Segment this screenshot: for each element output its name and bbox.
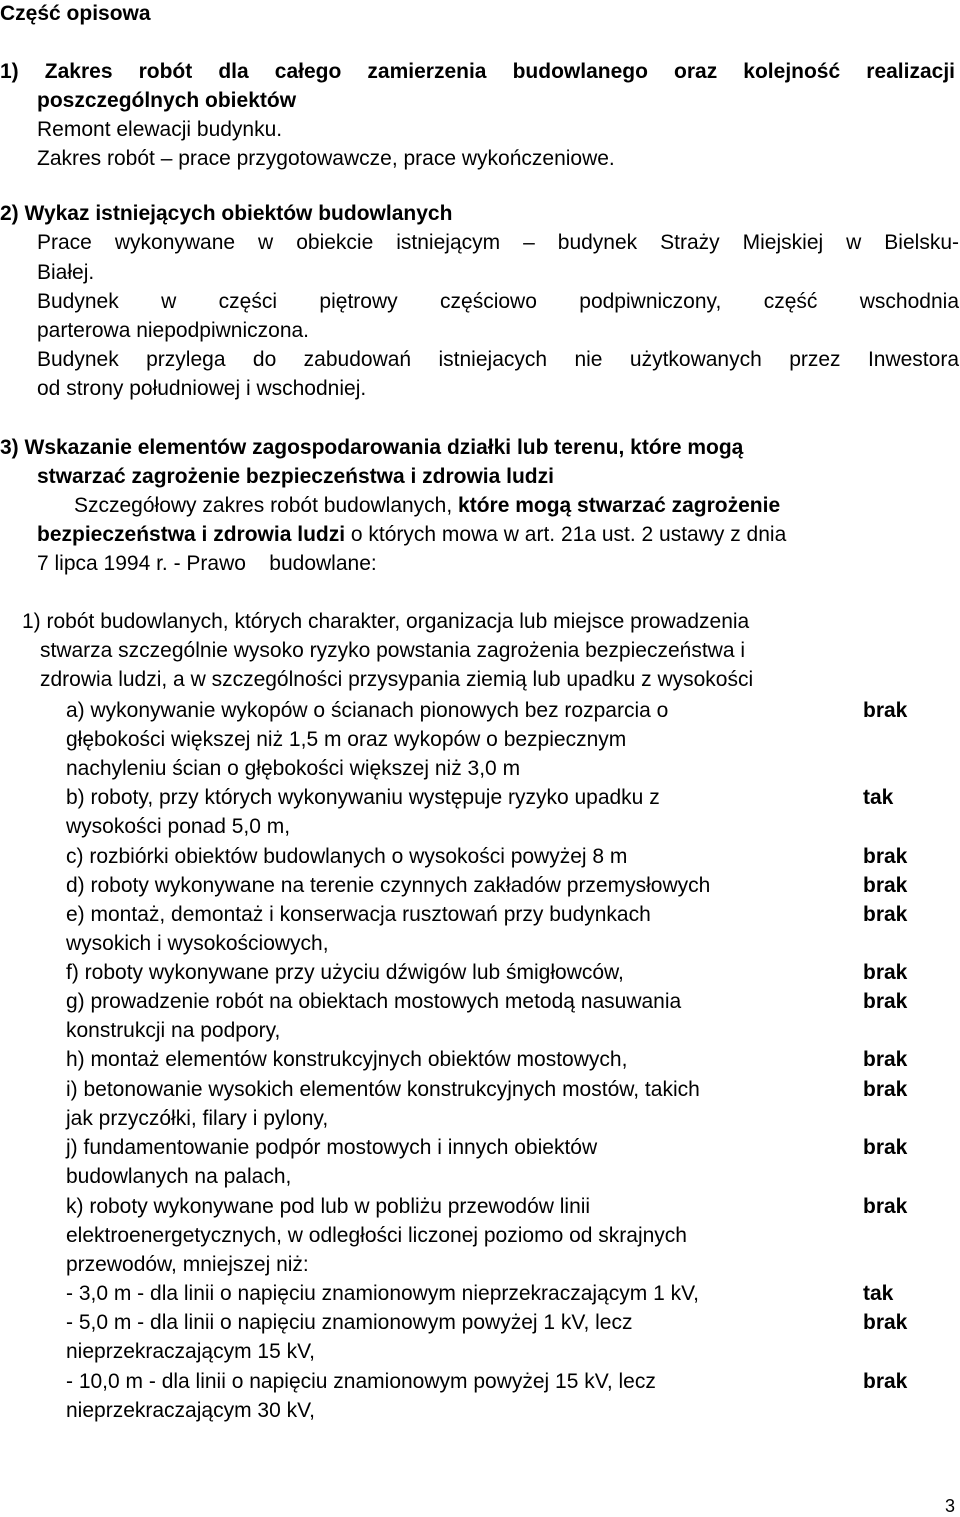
section-2-p2-line1: Budynek w części piętrowy częściowo podpiwniczony, część wschodnia (37, 290, 959, 313)
section-2-heading: 2) Wykaz istniejących obiektów budowlanych (0, 202, 453, 225)
hazard-item-line: nachyleniu ścian o głębokości większej niż 3,0 m (66, 757, 521, 780)
section-3-heading-line1: 3) Wskazanie elementów zagospodarowania działki lub terenu, które mogą (0, 436, 744, 459)
hazard-item-line: nieprzekraczającym 30 kV, (66, 1399, 316, 1422)
hazard-item-line: h) montaż elementów konstrukcyjnych obiektów mostowych, (66, 1048, 628, 1071)
section-2-p1-line2: Białej. (37, 261, 95, 284)
hazard-item-line: k) roboty wykonywane pod lub w pobliżu przewodów linii (66, 1195, 591, 1218)
hazard-item-line: budowlanych na palach, (66, 1165, 292, 1188)
hazard-item-line: g) prowadzenie robót na obiektach mostowych metodą nasuwania (66, 990, 682, 1013)
hazard-status: tak (863, 1282, 894, 1305)
hazard-item-line: nieprzekraczającym 15 kV, (66, 1340, 316, 1363)
hazard-status: brak (863, 1136, 908, 1159)
hazard-status: brak (863, 990, 908, 1013)
page-number: 3 (945, 1496, 956, 1516)
hazard-item-line: e) montaż, demontaż i konserwacja rusztowań przy budynkach (66, 903, 651, 926)
section-1-text-line1: Remont elewacji budynku. (37, 118, 283, 141)
hazard-item-line: - 10,0 m - dla linii o napięciu znamionowym powyżej 15 kV, lecz (66, 1370, 656, 1393)
hazard-item-line: f) roboty wykonywane przy użyciu dźwigów lub śmigłowców, (66, 961, 624, 984)
hazard-item-line: c) rozbiórki obiektów budowlanych o wysokości powyżej 8 m (66, 845, 628, 868)
hazard-item-line: - 3,0 m - dla linii o napięciu znamionowym nieprzekraczającym 1 kV, (66, 1282, 699, 1305)
section-3-intro-line3: 7 lipca 1994 r. - Prawo budowlane: (37, 552, 377, 575)
section-title: Część opisowa (0, 2, 151, 25)
hazard-item-line: jak przyczółki, filary i pylony, (66, 1107, 329, 1130)
hazard-status: brak (863, 1195, 908, 1218)
section-1-heading-line2: poszczególnych obiektów (37, 89, 297, 112)
hazard-item-line: j) fundamentowanie podpór mostowych i innych obiektów (66, 1136, 598, 1159)
section-2-p3-line2: od strony południowej i wschodniej. (37, 377, 367, 400)
hazard-item-line: przewodów, mniejszej niż: (66, 1253, 309, 1276)
hazard-item-line: b) roboty, przy których wykonywaniu występuje ryzyko upadku z (66, 786, 660, 809)
hazard-item-line: wysokich i wysokościowych, (66, 932, 329, 955)
hazard-status: tak (863, 786, 894, 809)
intro-emphasis-2: bezpieczeństwa i zdrowia ludzi (37, 523, 346, 546)
section-3-intro-line1 (74, 495, 780, 516)
hazard-status: brak (863, 1078, 908, 1101)
hazard-item-line: - 5,0 m - dla linii o napięciu znamionowym powyżej 1 kV, lecz (66, 1311, 633, 1334)
list-item-1-line2: stwarza szczególnie wysoko ryzyko powstania zagrożenia bezpieczeństwa i (40, 639, 745, 662)
hazard-status: brak (863, 874, 908, 897)
intro-text: Szczegółowy zakres robót budowlanych, (74, 494, 459, 517)
hazard-status: brak (863, 961, 908, 984)
list-item-1-line1: 1) robót budowlanych, których charakter, organizacja lub miejsce prowadzenia (22, 610, 750, 633)
hazard-status: brak (863, 1370, 908, 1393)
section-2-p1-line1: Prace wykonywane w obiekcie istniejącym – budynek Straży Miejskiej w Bielsku- (37, 231, 959, 254)
hazard-item-line: konstrukcji na podpory, (66, 1019, 281, 1042)
section-2-p3-line1: Budynek przylega do zabudowań istniejacych nie użytkowanych przez Inwestora (37, 348, 959, 371)
hazard-item-line: i) betonowanie wysokich elementów konstrukcyjnych mostów, takich (66, 1078, 700, 1101)
section-3-intro-line2 (37, 524, 786, 545)
section-1-heading-line1: 1) Zakres robót dla całego zamierzenia budowlanego oraz kolejność realizacji (0, 60, 955, 83)
hazard-item-line: wysokości ponad 5,0 m, (66, 815, 291, 838)
hazard-item-line: głębokości większej niż 1,5 m oraz wykopów o bezpiecznym (66, 728, 627, 751)
hazard-item-line: a) wykonywanie wykopów o ścianach pionowych bez rozparcia o (66, 699, 669, 722)
hazard-status: brak (863, 903, 908, 926)
hazard-status: brak (863, 845, 908, 868)
hazard-item-line: elektroenergetycznych, w odległości liczonej poziomo od skrajnych (66, 1224, 687, 1247)
hazard-status: brak (863, 699, 908, 722)
section-3-heading-line2: stwarzać zagrożenie bezpieczeństwa i zdrowia ludzi (37, 465, 554, 488)
hazard-status: brak (863, 1048, 908, 1071)
list-item-1-line3: zdrowia ludzi, a w szczególności przysypania ziemią lub upadku z wysokości (40, 668, 754, 691)
section-1-text-line2: Zakres robót – prace przygotowawcze, prace wykończeniowe. (37, 147, 615, 170)
intro-text-2: o których mowa w art. 21a ust. 2 ustawy z dnia (345, 523, 787, 546)
hazard-status: brak (863, 1311, 908, 1334)
intro-emphasis: które mogą stwarzać zagrożenie (458, 494, 781, 517)
section-2-p2-line2: parterowa niepodpiwniczona. (37, 319, 310, 342)
hazard-item-line: d) roboty wykonywane na terenie czynnych zakładów przemysłowych (66, 874, 711, 897)
